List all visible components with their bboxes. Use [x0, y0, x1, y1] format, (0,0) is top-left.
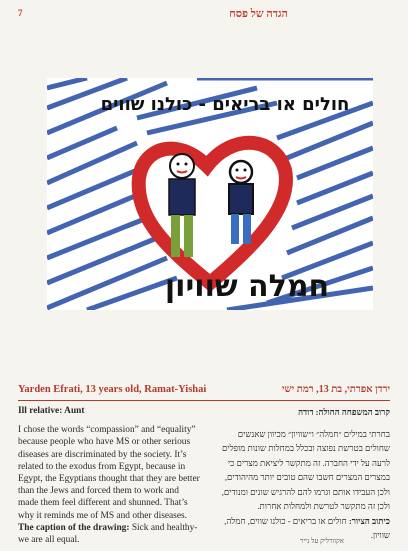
english-caption [18, 522, 200, 546]
english-relation: Ill relative: Aunt [18, 406, 85, 416]
page-header [0, 0, 408, 22]
child-drawing [47, 78, 373, 310]
hebrew-caption-label: כיתוב הציור: [348, 515, 390, 526]
english-column [18, 405, 200, 546]
page-number: 7 [18, 8, 23, 18]
english-caption-label: The caption of the drawing: [18, 522, 130, 533]
drawing-credit: אקוורליק על נייר [300, 537, 344, 545]
caption-english: Yarden Efrati, 13 years old, Ramat-Yishai [18, 384, 207, 395]
drawing-top-text: חולים או בריאים - כולנו שווים [100, 94, 350, 115]
english-body: I chose the words “compassion” and “equality” because people who have MS or other serious diseases are discriminated by the society. It’s related to the exodus from Egypt, because in Egypt, the Egyptians thought that they are better than the Jews and forced them to work and made them feel different and shunned. That’s why it reminds me of MS and other diseases. [18, 425, 200, 521]
drawing-bottom-text: חמלה שוויון [164, 269, 330, 304]
hebrew-column [212, 405, 390, 543]
book-title: הגדה של פסח [229, 8, 288, 20]
hebrew-caption-text: חולים או בריאים - כולנו שווים, חמלה, שוויון. [224, 515, 390, 540]
caption-row [18, 384, 390, 401]
hebrew-body: בחרתי במילים ״חמלה״ ו״שוויון״ מכיוון שאנשים שחולים בטרשת נפוצה ובכלל במחלות שונות מופלים לרעה על ידי החברה. זה מתקשר ליציאת מצרים כי במצרים המצרים חשבו שהם טובים יותר מהיהודים, ולכן העבידו אותם וגרמו להם להרגיש שונים ומנודים, ולכן זה מתקשר לטרשת ולמחלות אחרות. [221, 428, 390, 511]
hebrew-relation: קרוב המשפחה החולה: דודה [298, 407, 390, 417]
english-caption-text: Sick and healthy-we are all equal. [18, 522, 198, 546]
caption-hebrew: ירדן אפרתי, בת 13, רמת ישי [281, 384, 390, 395]
